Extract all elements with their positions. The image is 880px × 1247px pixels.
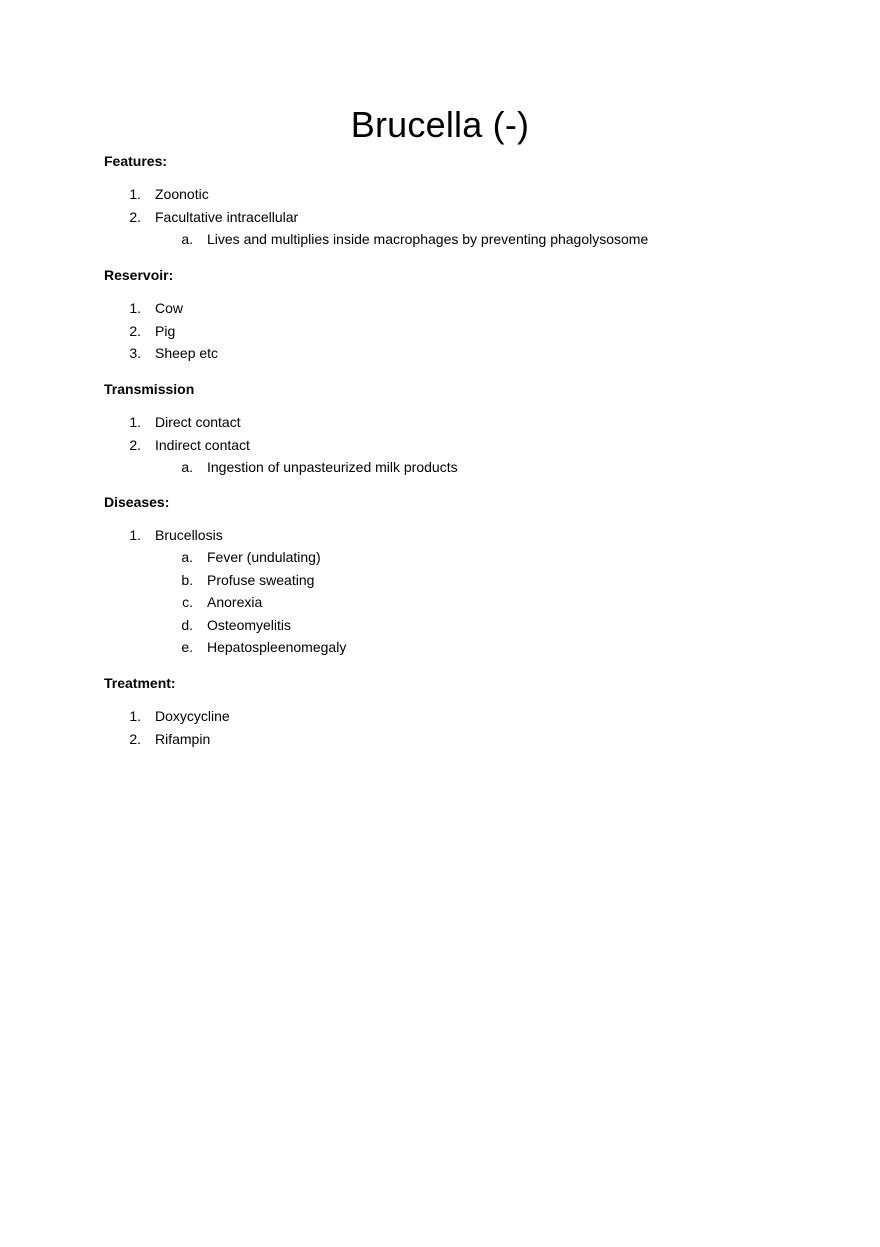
list-marker: 2.	[129, 323, 141, 339]
list-text: Anorexia	[207, 594, 263, 610]
list-text: Profuse sweating	[207, 572, 315, 588]
list-marker: 2.	[129, 209, 141, 225]
page-title: Brucella (-)	[350, 104, 530, 145]
list-text: Hepatospleenomegaly	[207, 639, 347, 655]
section-heading-reservoir: Reservoir:	[104, 267, 174, 283]
list-marker: 1.	[129, 186, 141, 202]
list-marker: 1.	[129, 708, 141, 724]
list-text: Facultative intracellular	[155, 209, 299, 225]
list-marker: 3.	[129, 345, 141, 361]
list-marker: b.	[181, 572, 193, 588]
list-text: Brucellosis	[155, 527, 223, 543]
list-marker: e.	[181, 639, 193, 655]
list-text: Osteomyelitis	[207, 617, 292, 633]
section-heading-transmission: Transmission	[104, 381, 195, 397]
list-text: Lives and multiplies inside macrophages by preventing phagolysosome	[207, 231, 649, 247]
list-marker: 1.	[129, 527, 141, 543]
list-marker: a.	[181, 231, 193, 247]
list-text: Fever (undulating)	[207, 549, 321, 565]
section-heading-features: Features:	[104, 153, 168, 169]
list-marker: 1.	[129, 300, 141, 316]
list-text: Pig	[155, 323, 176, 339]
list-text: Zoonotic	[155, 186, 209, 202]
section-heading-diseases: Diseases:	[104, 494, 170, 510]
section-heading-treatment: Treatment:	[104, 675, 176, 691]
list-text: Doxycycline	[155, 708, 230, 724]
list-marker: 2.	[129, 437, 141, 453]
list-text: Indirect contact	[155, 437, 250, 453]
list-marker: c.	[182, 594, 193, 610]
list-text: Direct contact	[155, 414, 241, 430]
list-marker: a.	[181, 459, 193, 475]
list-marker: d.	[181, 617, 193, 633]
list-text: Sheep etc	[155, 345, 219, 361]
list-marker: 1.	[129, 414, 141, 430]
list-text: Cow	[155, 300, 184, 316]
list-text: Rifampin	[155, 731, 211, 747]
list-text: Ingestion of unpasteurized milk products	[207, 459, 458, 475]
list-marker: 2.	[129, 731, 141, 747]
list-marker: a.	[181, 549, 193, 565]
